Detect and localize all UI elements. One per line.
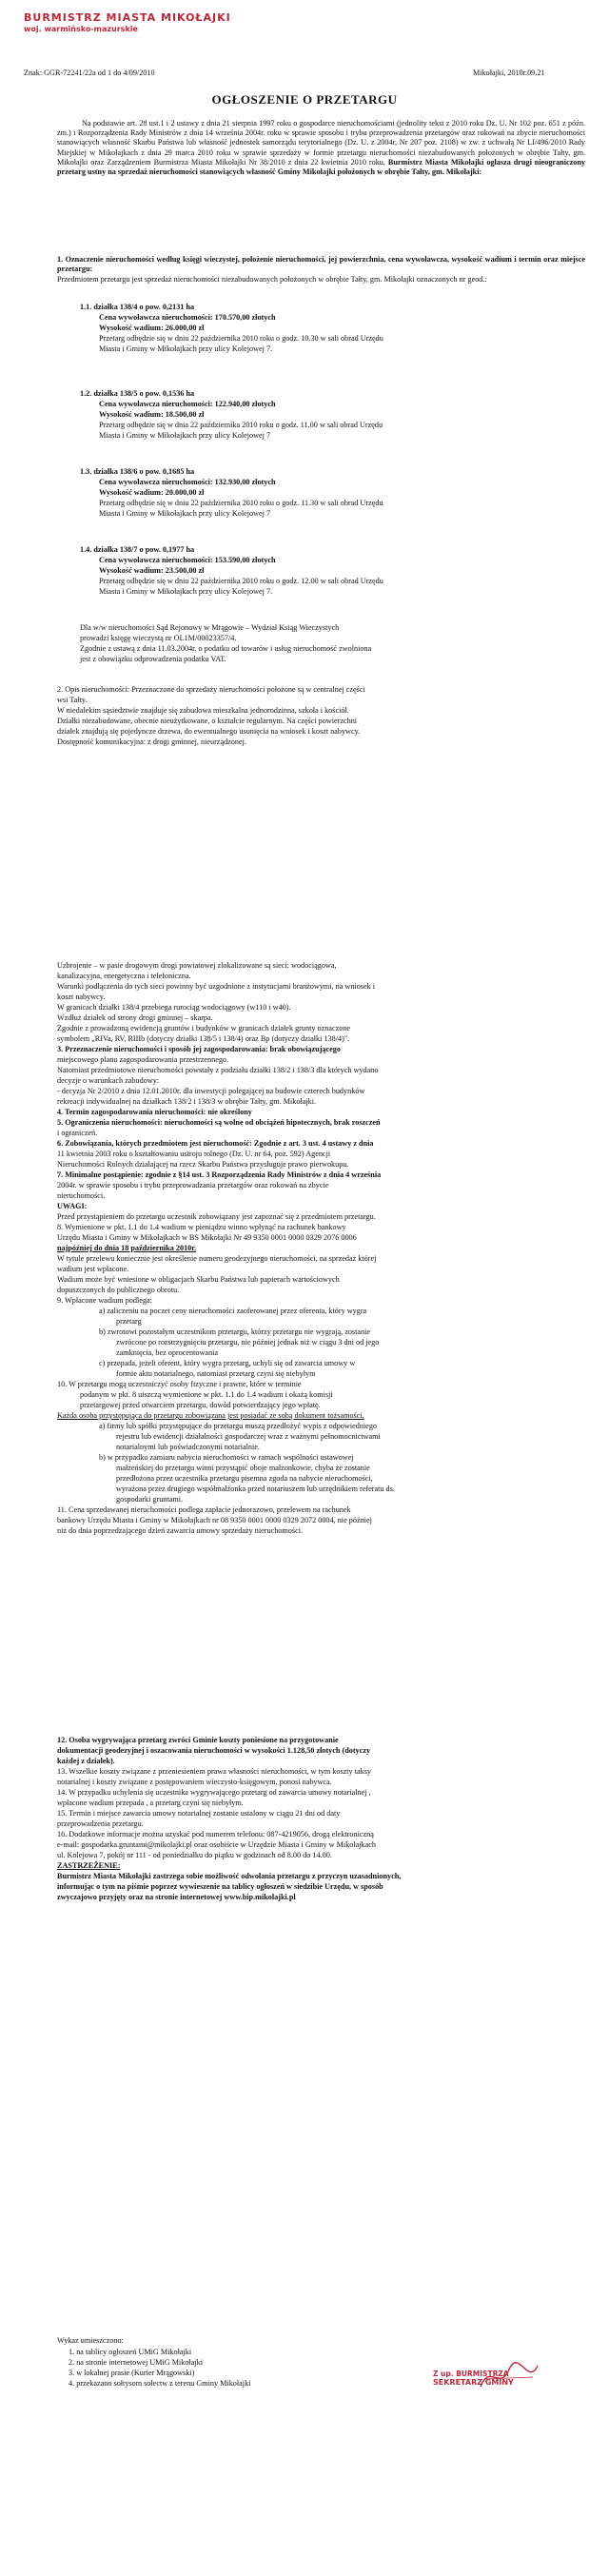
page-3 [0, 1656, 609, 2576]
page3-line: przeprowadzenia przetargu. [57, 1819, 144, 1828]
page2-line: 11 kwietnia 2003 roku o kształtowaniu ustroju rolnego (Dz. U. nr 64, poz. 592) Agencji [57, 1150, 331, 1158]
page2-line: c) przepada, jeżeli oferent, który wygra przetarg, uchyli się od zawarcia umowy w [99, 1359, 356, 1367]
intro-text: Na podstawie art. 28 ust.1 i 2 ustawy z dnia 21 sierpnia 1997 roku o gospodarce nieruchomościami (jednolity tekst z 2010 roku Dz. U. Nr 102 poz. 651 z późn. zm.) i Rozporządzenia Rady Ministrów z dnia 14 września 2004r. roku w sprawie sposobu i trybu przeprowadzenia przetargów oraz rokowań na zbycie nieruchomości stanowiących własność Skarbu Państwa lub własność jednostek samorządu terytorialnego (Dz. U. z 2004r, Nr 207 poz. 2108) w zw. z uchwałą Nr LI/496/2010 Rady Miejskiej w Mikołajkach z dnia 29 marca 2010 roku w sprawie sprzedaży w formie przetargu nieruchomości niezabudowanych położonych w obrębie Tałty, gm. Mikołajki oraz Zarządzeniem Burmistrza Miasta Mikołajki Nr 38/2010 z dnia 22 kwietnia 2010 roku, [57, 119, 585, 167]
page2-line: 5. Ograniczenia nieruchomości: nieruchomości są wolne od obciążeń hipotecznych, brak roszczeń [57, 1118, 381, 1127]
land-registry-line-2: prowadzi księgę wieczystą nr OL1M/00023357/4. [80, 634, 237, 642]
page2-line: koszt nabywcy. [57, 993, 106, 1001]
office-header-stamp [24, 11, 231, 33]
lot-1-price: Cena wywoławcza nieruchomości: 170.570,00 złotych [99, 313, 276, 322]
page2-line: miejscowego planu zagospodarowania przestrzennego. [57, 1055, 229, 1064]
lot-3-head: 1.3. działka 138/6 o pow. 0,1685 ha [80, 467, 195, 476]
page2-line: 10. W przetargu mogą uczestniczyć osoby fizyczne i prawne, które w terminie [57, 1380, 302, 1388]
page2-line: bankowy Urzędu Miasta i Gminy w Mikołajkach nr 08 9350 0001 0000 0329 2072 0004, nie później [57, 1516, 372, 1524]
lot-2-deposit: Wysokość wadium: 18.500,00 zł [99, 410, 205, 419]
signature-scribble [476, 2358, 542, 2396]
page2-line: 2004r. w sprawie sposobu i trybu przeprowadzania przetargów oraz rokowań na zbycie [57, 1181, 329, 1190]
lot-4-deposit: Wysokość wadium: 23.500,00 zł [99, 566, 205, 575]
point2-line-6: Dostępność komunikacyjna: z drogi gminnej, nieurządzonej. [57, 737, 246, 746]
page2-line: rekreacji indywidualnej na działkach 138/2 i 138/3 w obrębie Tałty, gm. Mikołajki. [57, 1097, 317, 1106]
posted-item-4: 4. przekazano sołtysom sołectw z terenu Gminy Mikołajki [69, 2379, 251, 2388]
document-title: OGŁOSZENIE O PRZETARGU [211, 92, 398, 107]
page2-line: małżeńskiej do przetargu winni przystąpić oboje małżonkowie, chyba że zostanie [116, 1464, 370, 1472]
page2-line: Wzdłuż działek od strony drogi gminnej – skarpa. [57, 1013, 213, 1022]
page2-line: przedłożona przez uczestnika przetargu pisemna zgoda na nabycie nieruchomości, [116, 1474, 373, 1483]
lot-4-price: Cena wywoławcza nieruchomości: 153.590,00 złotych [99, 556, 276, 564]
lot-2-head: 1.2. działka 138/5 o pow. 0,1536 ha [80, 389, 195, 398]
page3-line: ZASTRZEŻENIE: [57, 1861, 121, 1870]
lot-1-place: Miasta i Gminy w Mikołajkach przy ulicy Kolejowej 7. [99, 344, 273, 353]
page2-line: kanalizacyjna, energetyczna i telefoniczna. [57, 972, 191, 980]
page3-line: ul. Kolejowa 7, pokój nr 111 - od poniedziałku do piątku w godzinach od 8.00 do 14.00. [57, 1851, 332, 1859]
place-date: Mikołajki, 2010r.09.21 [473, 69, 545, 77]
lot-4-head: 1.4. działka 138/7 o pow. 0,1977 ha [80, 545, 195, 554]
page3-line: 13. Wszelkie koszty związane z przeniesieniem prawa własności nieruchomości, w tym koszty taksy [57, 1767, 371, 1776]
page-1 [0, 0, 609, 895]
page2-line: Warunki podłączenia do tych sieci powinny być uzgodnione z instytucjami branżowymi, na wniosek i [57, 982, 376, 991]
page2-line: zwrócone po rozstrzygnięciu przetargu, nie później jednak niż w ciągu 3 dni od jego [116, 1338, 380, 1347]
page2-line: dopuszczonych do publicznego obrotu. [57, 1286, 180, 1294]
page3-line: notarialnej i koszty związane z postępowaniem wieczysto-księgowym, ponosi nabywca. [57, 1778, 332, 1786]
page2-line: najpóźniej do dnia 18 października 2010r. [57, 1244, 197, 1252]
page2-line: gospodarki gruntami. [116, 1495, 184, 1504]
page3-line: 16. Dodatkowe informacje można uzyskać pod numerem telefonu: 087-4219056, drogą elektroniczną [57, 1830, 374, 1839]
intro-paragraph [57, 119, 585, 177]
page3-line: 15. Termin i miejsce zawarcia umowy notarialnej zostanie ustalony w ciągu 21 dni od daty [57, 1809, 341, 1818]
page2-line: wyrażona przez drugiego współmałżonka przed notariuszem lub urzędnikiem referatu ds. [116, 1485, 395, 1493]
page2-line: 11. Cena sprzedawanej nieruchomości podlega zapłacie jednorazowo, przelewem na rachunek [57, 1505, 351, 1514]
page2-line: Przed przystąpieniem do przetargu uczestnik zobowiązany jest zapoznać się z przedmiotem przetargu. [57, 1212, 376, 1221]
page2-line: Urzędu Miasta i Gminy w Mikołajkach w BS Mikołajki Nr 49 9350 0001 0000 0329 2076 0006 [57, 1233, 357, 1242]
page2-line: a) zaliczeniu na poczet ceny nieruchomości zaoferowanej przez oferenta, który wygra [99, 1307, 367, 1315]
page2-line: nieruchomości. [57, 1191, 106, 1200]
point1-text: Przedmiotem przetargu jest sprzedaż nieruchomości niezabudowanych położonych w obrębie Tałty, gm. Mikołajki oznaczonych nr geod.: [57, 275, 487, 284]
page2-line: a) firmy lub spółki przystępujące do przetargu muszą przedłożyć wypis z odpowiedniego [99, 1422, 378, 1430]
lot-3-place: Miasta i Gminy w Mikołajkach przy ulicy Kolejowej 7 [99, 509, 271, 518]
point2-line-2: wsi Tałty. [57, 696, 88, 704]
page2-line: podanym w pkt. 8 uiszczą wymienione w pkt. 1.1 do 1.4 wadium i okażą komisji [80, 1390, 333, 1399]
posted-item-2: 2. na stronie internetowej UMiG Mikołajki [69, 2358, 203, 2367]
page3-line: e-mail: gospodarka.gruntami@mikolajki.pl oraz osobiście w Urzędzie Miasta i Gminy w Mikołajkach [57, 1840, 376, 1849]
reference-number: Znak: GGR-72241/22a od 1 do 4/09/2010 [24, 69, 155, 77]
stamp-line-1: Z up. BURMISTRZA [433, 2370, 509, 2378]
lot-1-date: Przetarg odbędzie się w dniu 22 października 2010 roku o godz. 10.30 w sali obrad Urzędu [99, 334, 383, 343]
page2-line: 3. Przeznaczenie nieruchomości i sposób jej zagospodarowania: brak obowiązującego [57, 1045, 341, 1053]
page2-line: - decyzja Nr 2/2010 z dnia 12.01.2010r. dla inwestycji polegającej na budowie czterech budynków [57, 1087, 365, 1095]
page2-line: Natomiast przedmiotowe nieruchomości powstały z podziału działki 138/2 i 138/3 dla których wydano [57, 1066, 379, 1074]
lot-3-price: Cena wywoławcza nieruchomości: 132.930,00 złotych [99, 478, 276, 486]
lot-1-deposit: Wysokość wadium: 26.000,00 zł [99, 324, 205, 332]
page2-line: UWAGI: [57, 1202, 88, 1210]
page2-line: i ograniczeń. [57, 1129, 98, 1137]
page2-line: Uzbrojenie – w pasie drogowym drogi powiatowej zlokalizowane są sieci: wodociągowa, [57, 961, 337, 970]
page2-line: rejestru lub ewidencji działalności gospodarczej wraz z ważnymi pełnomocnictwami [116, 1432, 381, 1441]
page2-line: przetargowej przed otwarciem przetargu, dowód potwierdzający jego wpłatę. [80, 1401, 321, 1409]
office-name: BURMISTRZ MIASTA MIKOŁAJKI [24, 11, 231, 24]
page2-line: 7. Minimalne postąpienie: zgodnie z §14 ust. 3 Rozporządzenia Rady Ministrów z dnia 4 września [57, 1170, 382, 1179]
intro-bold-text: Burmistrz Miasta Mikołajki ogłasza drugi nieograniczony przetarg ustny na sprzedaż nieruchomości stanowiących własność Gminy Mikołajki położonych w obrębie Tałty, gm. Mikołajki: [57, 157, 586, 177]
page2-line: Nieruchomości Rolnych działającej na rzecz Skarbu Państwa przysługuje prawo pierwokupu. [57, 1160, 349, 1169]
page2-line: 4. Termin zagospodarowania nieruchomości: nie określony [57, 1108, 252, 1116]
page2-line: zamknięcia, bez oprocentowania [116, 1348, 219, 1357]
voivodeship: woj. warmińsko-mazurskie [24, 25, 138, 33]
page2-line: Każda osoba przystępująca do przetargu zobowiązana jest posiadać ze sobą dokument tożsamości, [57, 1411, 364, 1420]
posted-item-1: 1. na tablicy ogłoszeń UMiG Mikołajki [69, 2348, 192, 2356]
lot-4-place: Miasta i Gminy w Mikołajkach przy ulicy Kolejowej 7. [99, 587, 273, 596]
lot-2-date: Przetarg odbędzie się w dnia 22 października 2010 roku o godz. 11.00 w sali obrad Urzędu [99, 421, 383, 429]
lot-1-head: 1.1. działka 138/4 o pow. 0,2131 ha [80, 303, 195, 311]
page2-line: 8. Wymienione w pkt. 1.1 do 1.4 wadium w pieniądzu winno wpłynąć na rachunek bankowy [57, 1223, 346, 1231]
point2-line-1: 2. Opis nieruchomości: Przeznaczone do sprzedaży nieruchomości położone są w centralnej części [57, 685, 365, 694]
page2-line: 9. Wpłacone wadium podlega: [57, 1296, 152, 1305]
point2-line-3: W niedalekim sąsiedztwie znajduje się zabudowa mieszkalna jednorodzinna, szkoła i kościół. [57, 706, 349, 715]
point2-line-5: działek znajdują się pojedyncze drzewa, do ewentualnego usunięcia na wniosek i koszt nabywcy. [57, 727, 361, 736]
page2-line: b) w przypadku zamiaru nabycia nieruchomości w ramach wspólności ustawowej [99, 1453, 354, 1462]
point1-heading: 1. Oznaczenie nieruchomości według księgi wieczystej, położenie nieruchomości, jej powierzchnia, cena wywoławcza, wysokość wadium i termin oraz miejsce przetargu: [57, 255, 585, 274]
vat-line-1: Zgodnie z ustawą z dnia 11.03.2004r. o podatku od towarów i usług nieruchomość zwolniona [80, 644, 372, 653]
page2-line: przetarg [116, 1317, 142, 1326]
page2-line: b) zwrotowi pozostałym uczestnikom przetargu, którzy przetargu nie wygrają, zostanie [99, 1327, 371, 1336]
stamp-line-2: SEKRETARZ GMINY [433, 2378, 514, 2387]
page3-line: 12. Osoba wygrywająca przetarg zwróci Gminie koszty poniesione na przygotowanie [57, 1736, 339, 1744]
page2-line: notarialnymi lub poświadczonymi notarialnie. [116, 1443, 260, 1451]
lot-3-date: Przetarg odbędzie się w dniu 22 października 2010 roku o godz. 11.30 w sali obrad Urzędu [99, 499, 383, 507]
land-registry-line-1: Dla w/w nieruchomości Sąd Rejonowy w Mrągowie – Wydział Ksiąg Wieczystych [80, 623, 340, 632]
page2-line: formie aktu notarialnego, natomiast przetarg czyni się niebyłym [116, 1369, 316, 1378]
page2-line: wadium jest wpłacone. [57, 1265, 129, 1273]
page3-line: zwyczajowo przyjęty oraz na stronie internetowej www.bip.mikolajki.pl [57, 1893, 296, 1901]
page3-line: każdej z działek). [57, 1757, 115, 1765]
vat-line-2: jest z obowiązku odprowadzenia podatku VAT. [80, 655, 226, 663]
page2-line: symbolem „RIVa, RV, RIIIb (dotyczy działki 138/5 i 138/4) oraz Bp (dotyczy działki 138/4)". [57, 1034, 350, 1043]
lot-2-place: Miasta i Gminy w Mikołajkach przy ulicy Kolejowej 7 [99, 431, 271, 440]
page2-line: Zgodnie z prowadzoną ewidencją gruntów i budynków w granicach działek grunty oznaczone [57, 1024, 351, 1032]
point2-line-4: Działki niezabudowane, obecnie nieużytkowane, o kształcie regularnym. Na części powierzchni [57, 717, 358, 725]
page2-line: 6. Zobowiązania, których przedmiotem jest nieruchomość: Zgodnie z art. 3 ust. 4 ustawy z dnia [57, 1139, 374, 1148]
page2-line: W granicach działki 138/4 przebiega rurociąg wodociągowy (w110 i w40). [57, 1003, 291, 1012]
page2-line: niż do dnia poprzedzającego dzień zawarcia umowy sprzedaży nieruchomości. [57, 1526, 304, 1535]
page2-line: W tytule przelewu koniecznie jest określenie numeru geodezyjnego nieruchomości, na sprzedaż której [57, 1254, 377, 1263]
page3-line: Burmistrz Miasta Mikołajki zastrzega sobie możliwość odwołania przetargu z przyczyn uzasadnionych, [57, 1872, 402, 1880]
page3-line: wpłacone wadium przepada , a przetarg czyni się niebyłym. [57, 1799, 244, 1807]
posted-heading: Wykaz umieszczono: [57, 2336, 124, 2345]
lot-3-deposit: Wysokość wadium: 20.000,00 zł [99, 488, 205, 497]
page3-line: dokumentacji geodezyjnej i oszacowania nieruchomości w wysokości 1.128,50 złotych (dotyczy [57, 1746, 371, 1755]
page2-line: decyzje o warunkach zabudowy: [57, 1076, 160, 1085]
page3-line: 14. W przypadku uchylenia się uczestnika wygrywającego przetarg od zawarcia umowy notarialnej , [57, 1788, 371, 1797]
page2-line: Wadium może być wniesione w obligacjach Skarbu Państwa lub papierach wartościowych [57, 1275, 340, 1284]
page3-line: informując o tym na piśmie poprzez wywieszenie na tablicy ogłoszeń w siedzibie Urzędu, w sposób [57, 1882, 383, 1891]
lot-2-price: Cena wywoławcza nieruchomości: 122.940,00 złotych [99, 400, 276, 408]
posted-item-3: 3. w lokalnej prasie (Kurier Mrągowski) [69, 2369, 195, 2377]
lot-4-date: Przetarg odbędzie się w dniu 22 października 2010 roku o godz. 12.00 w sali obrad Urzędu [99, 577, 383, 585]
page-2 [0, 895, 609, 1656]
